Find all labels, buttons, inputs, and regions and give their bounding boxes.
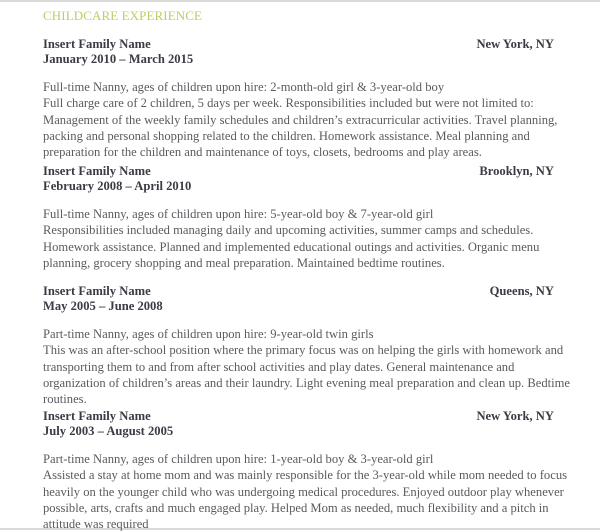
location: New York, NY (476, 409, 554, 423)
description-line: possible, arts, crafts and much engaged play. Helped Mom as needed, much flexibility and a pitch in (43, 500, 549, 515)
description-line: Full-time Nanny, ages of children upon hire: 2-month-old girl & 3-year-old boy (43, 80, 445, 94)
description-line: routines. (43, 392, 87, 407)
location: Brooklyn, NY (479, 164, 554, 178)
employment-dates: February 2008 – April 2010 (43, 179, 192, 193)
description-line: planning, grocery shopping and meal preparation. Maintained bedtime routines. (43, 255, 445, 270)
location: New York, NY (476, 37, 554, 51)
entry-header (43, 284, 554, 299)
description-line: Assisted a stay at home mom and was mainly responsible for the 3-year-old while mom needed to focus (43, 468, 568, 483)
employment-dates: May 2005 – June 2008 (43, 299, 163, 313)
description-line: Management of the weekly family schedules and children’s extracurricular activities. Travel planning, (43, 112, 558, 127)
location: Queens, NY (489, 284, 554, 298)
job-description (43, 326, 570, 407)
description-line: Responsibilities included managing daily and upcoming activities, summer camps and schedules. (43, 223, 534, 238)
description-line: Full charge care of 2 children, 5 days per week. Responsibilities included but were not limited to: (43, 96, 534, 111)
job-description (43, 206, 554, 271)
experience-entry (43, 409, 568, 532)
description-line: This was an after-school position where the primary focus was on helping the girls with homework and (43, 343, 564, 358)
description-line: Part-time Nanny, ages of children upon hire: 9-year-old twin girls (43, 327, 374, 341)
experience-entry (43, 37, 558, 160)
family-name: Insert Family Name (43, 164, 151, 178)
entry-header (43, 409, 554, 424)
section-title: CHILDCARE EXPERIENCE (43, 8, 203, 23)
entry-header (43, 37, 554, 52)
entry-header (43, 164, 554, 179)
experience-entry (43, 164, 554, 271)
job-description (43, 451, 568, 532)
family-name: Insert Family Name (43, 284, 151, 298)
top-divider (0, 0, 600, 2)
description-line: Full-time Nanny, ages of children upon hire: 5-year-old boy & 7-year-old girl (43, 207, 434, 221)
job-description (43, 79, 558, 160)
description-line: transporting them to and from after school activities and play dates. General maintenance and (43, 359, 515, 374)
employment-dates: July 2003 – August 2005 (43, 424, 174, 438)
description-line: Part-time Nanny, ages of children upon hire: 1-year-old boy & 3-year-old girl (43, 452, 434, 466)
family-name: Insert Family Name (43, 37, 151, 51)
family-name: Insert Family Name (43, 409, 151, 423)
description-line: packing and personal shopping related to the children. Homework assistance. Meal planning and (43, 128, 530, 143)
employment-dates: January 2010 – March 2015 (43, 52, 194, 66)
description-line: organization of children’s areas and their laundry. Light evening meal preparation and clean up. Bedtime (43, 375, 570, 390)
description-line: preparation for the children and maintenance of toys, closets, bedrooms and play areas. (43, 145, 482, 160)
description-line: heavily on the younger child who was undergoing medical procedures. Enjoyed outdoor play whenever (43, 484, 564, 499)
description-line: attitude was required (43, 517, 149, 532)
experience-entry (43, 284, 570, 407)
description-line: Homework assistance. Planned and implemented educational outings and activities. Organic menu (43, 239, 540, 254)
